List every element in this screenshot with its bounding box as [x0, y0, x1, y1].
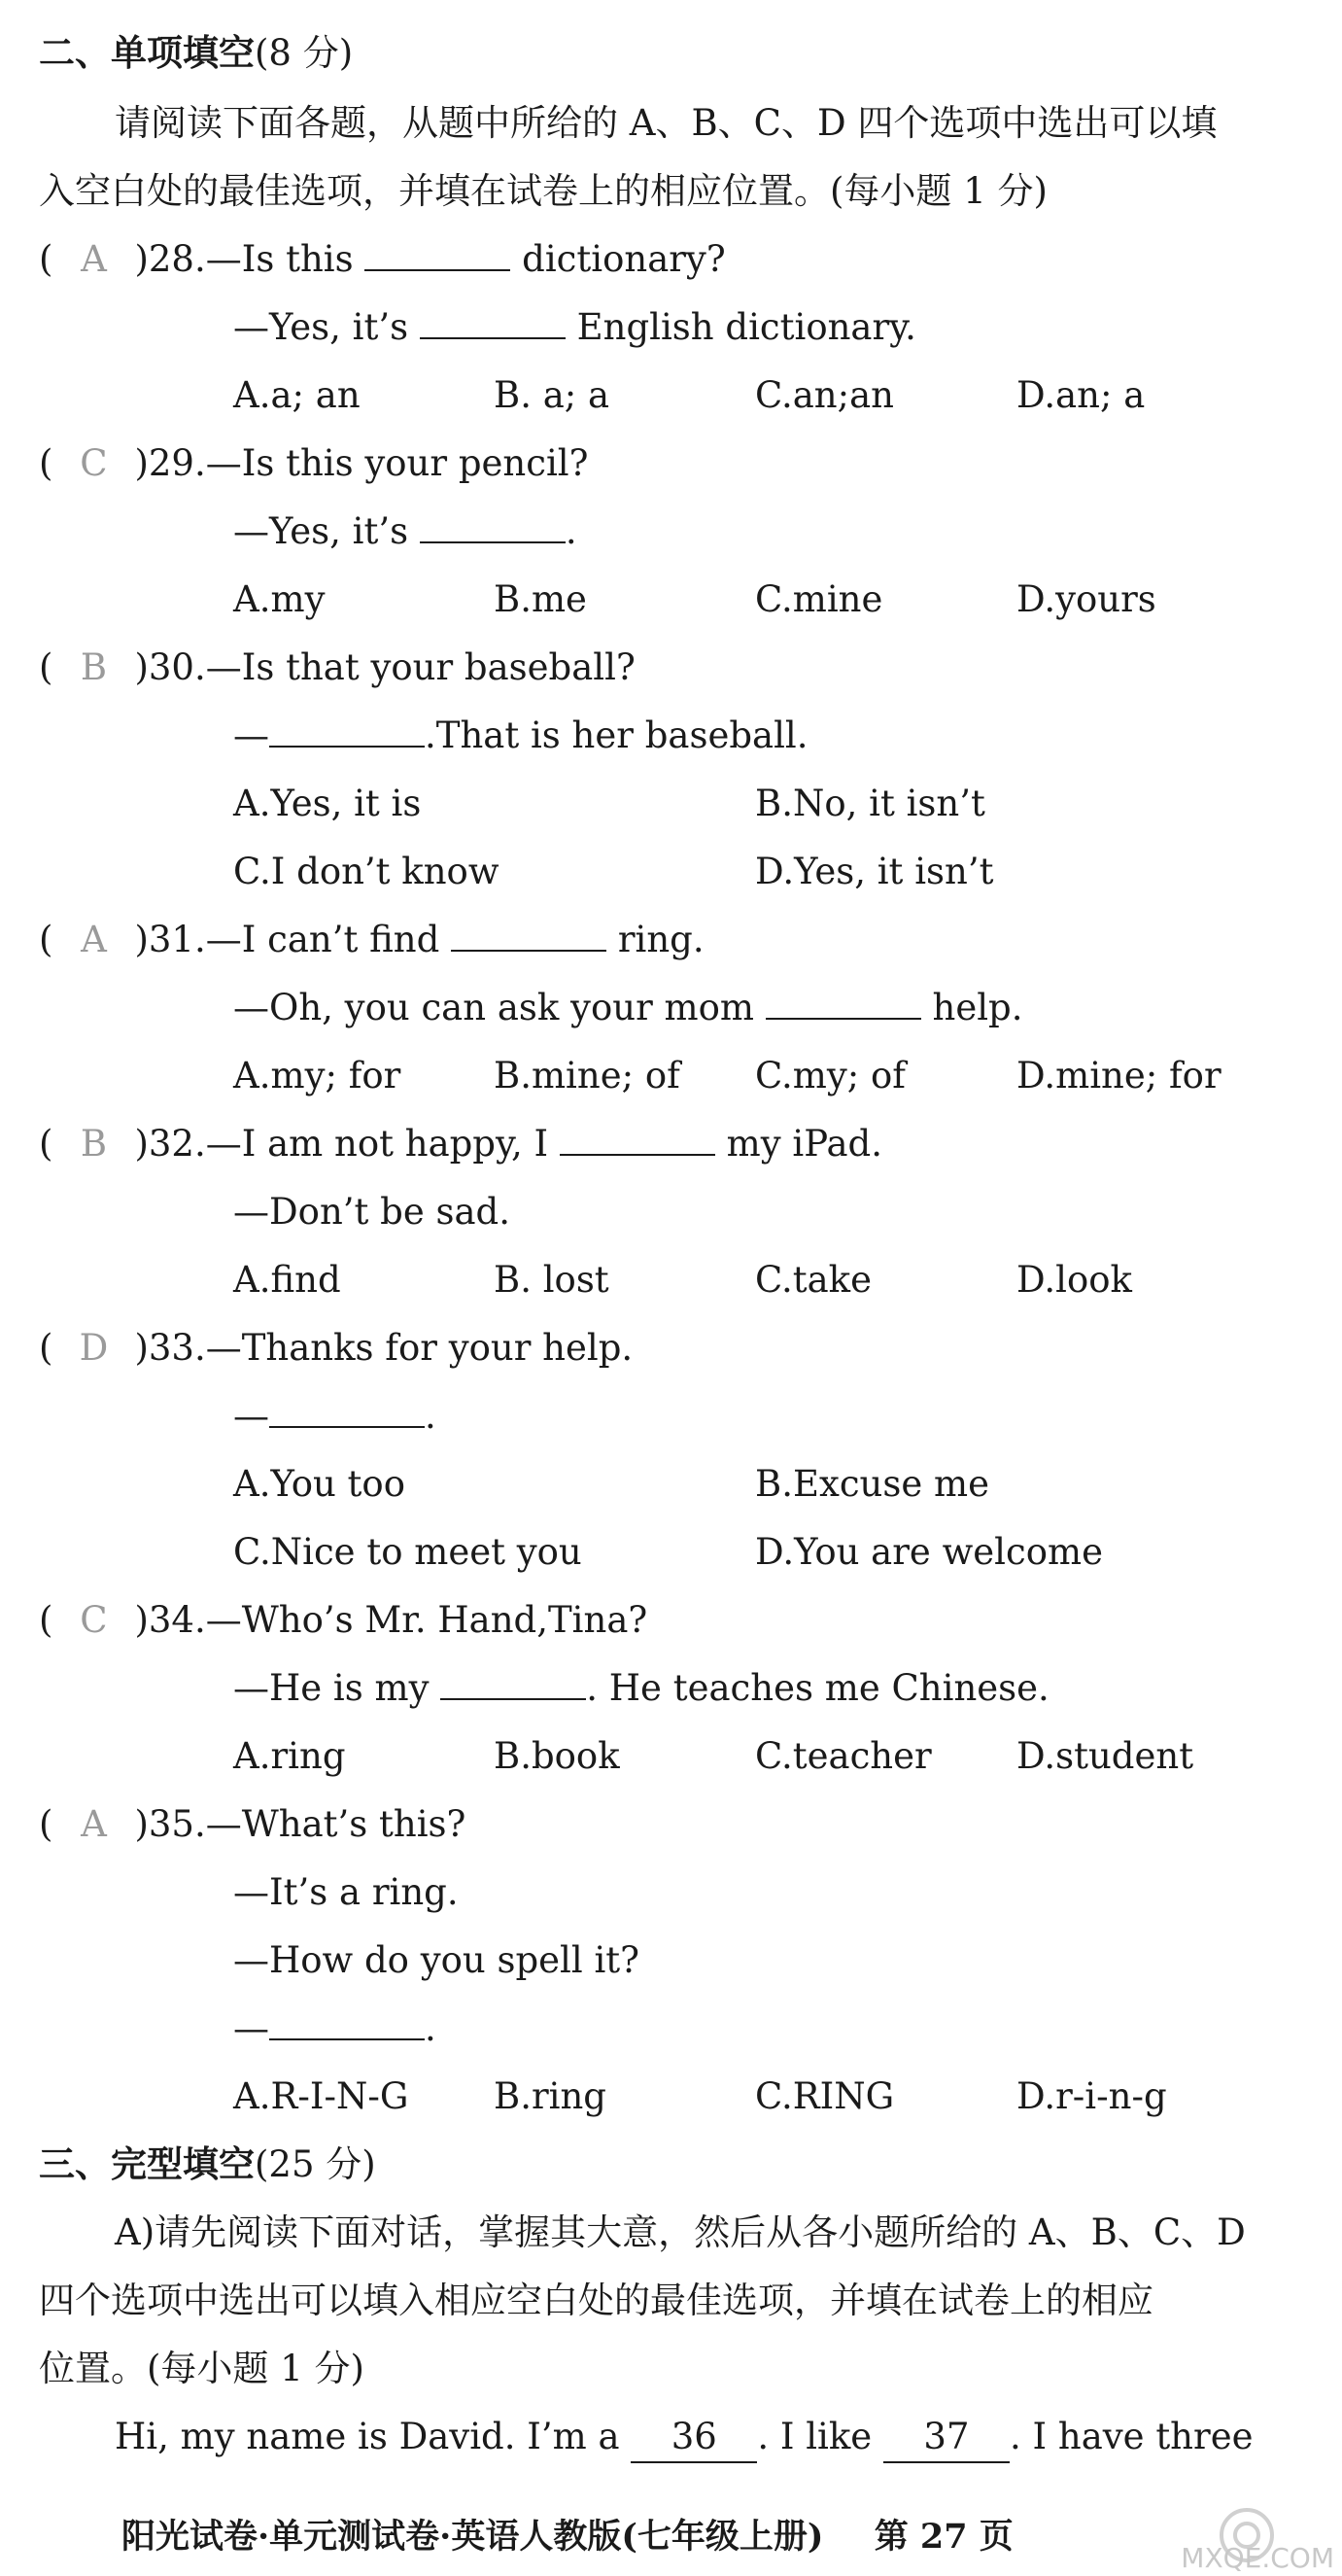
question-text-after: dictionary?: [522, 238, 726, 280]
answer-blank: [269, 2005, 425, 2040]
option-d: D.Yes, it isn’t: [755, 851, 994, 892]
line-text: —Oh, you can ask your mom: [233, 987, 754, 1028]
option-a: A.R-I-N-G: [233, 2075, 409, 2117]
option-d: D.an; a: [1016, 374, 1146, 416]
paren-open: (: [39, 1599, 53, 1641]
question-33-line-2: [233, 1392, 436, 1441]
option-d: D.yours: [1016, 578, 1156, 620]
option-c: C.RING: [755, 2075, 895, 2117]
question-29: [39, 439, 588, 488]
section3-score: (25 分): [255, 2143, 376, 2185]
paren-open: (: [39, 1327, 53, 1369]
line-text: —: [233, 2007, 269, 2049]
question-35-line-2: —It’s a ring.: [233, 1871, 459, 1913]
question-text: —Thanks for your help.: [205, 1327, 634, 1369]
answer-blank: [269, 1393, 425, 1428]
section3-instructions-1: A)请先阅读下面对话，掌握其大意，然后从各小题所给的 A、B、C、D: [115, 2211, 1246, 2253]
option-a: A.my: [233, 578, 326, 620]
answer-blank: [420, 304, 566, 339]
question-30-line-2: [233, 712, 809, 760]
question-31: [39, 916, 705, 964]
line-text: —Yes, it’s: [233, 306, 409, 348]
answer-mark: D: [79, 1327, 109, 1369]
passage-text: Hi, my name is David. I’m a: [115, 2416, 620, 2457]
option-a: A.You too: [233, 1463, 405, 1505]
section3-heading: [39, 2141, 376, 2189]
option-d: D.student: [1016, 1735, 1194, 1777]
option-d: D.You are welcome: [755, 1531, 1103, 1573]
question-29-line-2: [233, 507, 577, 556]
question-text: —What’s this?: [205, 1803, 466, 1845]
option-c: C.mine: [755, 578, 883, 620]
section3-title: 三、完型填空: [39, 2143, 255, 2185]
option-d: D.mine; for: [1016, 1055, 1222, 1097]
answer-mark: A: [81, 1803, 107, 1845]
option-a: A.ring: [233, 1735, 346, 1777]
answer-blank: [560, 1121, 715, 1156]
question-35: [39, 1800, 465, 1849]
section2-instructions-1: 请阅读下面各题，从题中所给的 A、B、C、D 四个选项中选出可以填: [115, 102, 1218, 144]
answer-mark: C: [80, 442, 108, 484]
question-text: —Is this your pencil?: [205, 442, 589, 484]
cloze-passage: [115, 2413, 1254, 2463]
option-b: B.Excuse me: [755, 1463, 990, 1505]
question-34-line-2: [233, 1664, 1050, 1713]
section2-instructions-2: 入空白处的最佳选项，并填在试卷上的相应位置。(每小题 1 分): [39, 170, 1048, 212]
question-text-after: ring.: [617, 919, 705, 960]
answer-mark: A: [81, 919, 107, 960]
question-33: [39, 1324, 633, 1373]
option-b: B. lost: [494, 1259, 609, 1301]
line-text: —: [233, 714, 269, 756]
question-number: )29.: [134, 442, 206, 484]
question-text: —Is that your baseball?: [205, 646, 636, 688]
section2-title: 二、单项填空: [39, 32, 255, 74]
line-text: —He is my: [233, 1667, 430, 1709]
question-28-line-2: [233, 303, 916, 352]
option-d: D.r-i-n-g: [1016, 2075, 1167, 2117]
paren-open: (: [39, 1123, 53, 1165]
line-text-after: .: [565, 510, 577, 552]
answer-blank: [420, 508, 566, 543]
option-b: B.book: [494, 1735, 620, 1777]
question-text: —Is this: [205, 238, 354, 280]
option-a: A.a; an: [233, 374, 361, 416]
section2-score: (8 分): [255, 32, 354, 74]
paren-open: (: [39, 1803, 53, 1845]
section2-heading: [39, 29, 353, 78]
question-34: [39, 1596, 647, 1645]
question-28: [39, 235, 726, 284]
line-text-after: .: [425, 1395, 436, 1437]
answer-blank: [269, 713, 425, 748]
option-b: B.me: [494, 578, 587, 620]
line-text: —Yes, it’s: [233, 510, 409, 552]
option-b: B.ring: [494, 2075, 606, 2117]
question-number: )35.: [134, 1803, 206, 1845]
paren-open: (: [39, 238, 53, 280]
question-35-line-3: —How do you spell it?: [233, 1939, 640, 1981]
question-30: [39, 644, 636, 692]
answer-blank: [364, 236, 510, 271]
option-c: C.my; of: [755, 1055, 906, 1097]
answer-blank: [440, 1665, 586, 1700]
question-number: )31.: [134, 919, 206, 960]
paren-open: (: [39, 646, 53, 688]
question-number: )30.: [134, 646, 206, 688]
answer-mark: B: [80, 1123, 108, 1165]
answer-mark: A: [81, 238, 107, 280]
line-text-after: .That is her baseball.: [425, 714, 809, 756]
option-b: B.mine; of: [494, 1055, 680, 1097]
footer-page-number: 第 27 页: [874, 2517, 1014, 2557]
section3-instructions-2: 四个选项中选出可以填入相应空白处的最佳选项，并填在试卷上的相应: [39, 2280, 1153, 2321]
page-footer: [121, 2510, 1014, 2559]
question-number: )32.: [134, 1123, 206, 1165]
option-c: C.teacher: [755, 1735, 932, 1777]
question-number: )28.: [134, 238, 206, 280]
question-text: —I can’t find: [205, 919, 440, 960]
line-text-after: .: [425, 2007, 436, 2049]
option-b: B. a; a: [494, 374, 610, 416]
line-text: —: [233, 1395, 269, 1437]
paren-open: (: [39, 919, 53, 960]
option-a: A.my; for: [233, 1055, 401, 1097]
question-35-line-4: [233, 2004, 436, 2053]
watermark: [1159, 2506, 1334, 2574]
line-text-after: English dictionary.: [576, 306, 916, 348]
answer-mark: C: [80, 1599, 108, 1641]
option-d: D.look: [1016, 1259, 1132, 1301]
answer-blank: [766, 985, 921, 1020]
question-number: )33.: [134, 1327, 206, 1369]
option-c: C.an;an: [755, 374, 894, 416]
cloze-blank-37: 37: [883, 2413, 1010, 2463]
footer-book-title: 阳光试卷·单元测试卷·英语人教版(七年级上册): [121, 2517, 824, 2557]
answer-blank: [451, 917, 606, 952]
line-text-after: . He teaches me Chinese.: [586, 1667, 1050, 1709]
option-b: B.No, it isn’t: [755, 783, 985, 824]
question-text: —Who’s Mr. Hand,Tina?: [205, 1599, 648, 1641]
question-32-line-2: —Don’t be sad.: [233, 1191, 510, 1233]
question-number: )34.: [134, 1599, 206, 1641]
cloze-blank-36: 36: [631, 2413, 757, 2463]
answer-mark: B: [80, 646, 108, 688]
option-c: C.take: [755, 1259, 872, 1301]
question-text: —I am not happy, I: [205, 1123, 549, 1165]
option-c: C.I don’t know: [233, 851, 499, 892]
section3-instructions-3: 位置。(每小题 1 分): [39, 2348, 364, 2389]
watermark-text: MXQE.COM: [1181, 2542, 1334, 2574]
passage-text: . I have three: [1009, 2416, 1254, 2457]
paren-open: (: [39, 442, 53, 484]
passage-text: . I like: [757, 2416, 873, 2457]
option-a: A.Yes, it is: [233, 783, 422, 824]
question-32: [39, 1120, 882, 1168]
option-a: A.find: [233, 1259, 341, 1301]
question-text-after: my iPad.: [726, 1123, 882, 1165]
line-text-after: help.: [932, 987, 1023, 1028]
option-c: C.Nice to meet you: [233, 1531, 582, 1573]
question-31-line-2: [233, 984, 1023, 1032]
